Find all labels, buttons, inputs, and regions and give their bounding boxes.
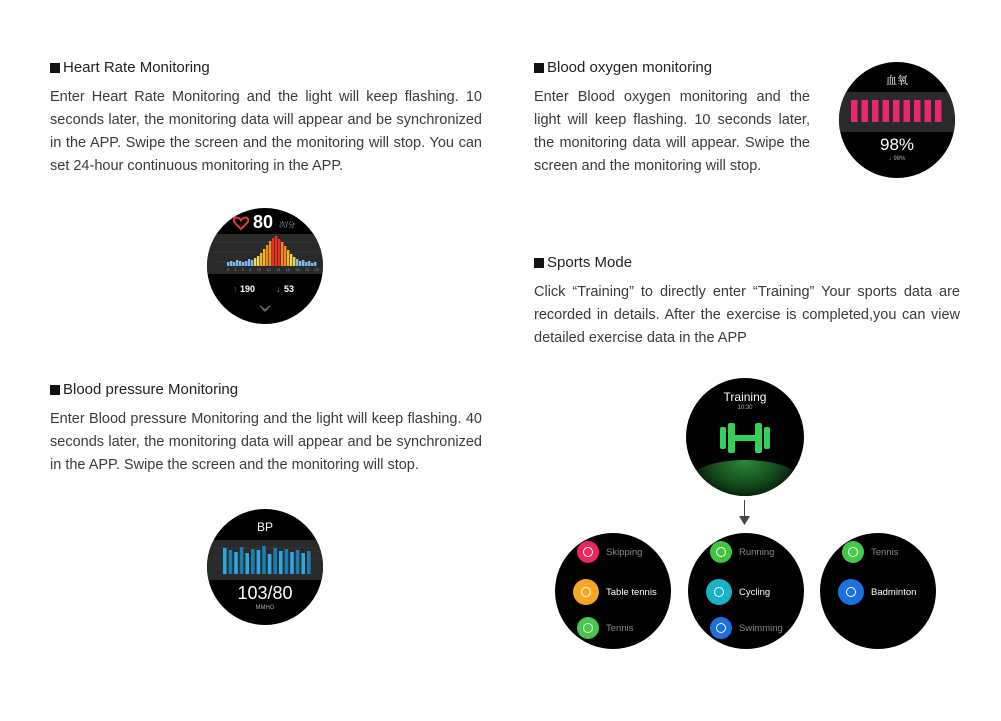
bullet-square-icon (534, 63, 544, 73)
sports-list-watch-1 (555, 533, 671, 649)
heart-rate-heading: Heart Rate Monitoring (50, 59, 482, 76)
heart-rate-watch (207, 208, 323, 324)
sport-list-3-item[interactable] (838, 579, 916, 605)
heart-rate-max: 190 (240, 284, 256, 294)
blood-pressure-heading: Blood pressure Monitoring (50, 381, 482, 398)
heart-rate-bar (284, 246, 286, 266)
heart-rate-bar (269, 241, 271, 266)
sport-list-2-item[interactable] (706, 579, 770, 605)
sport-list-2-item[interactable] (710, 541, 774, 563)
max-arrow-icon: ↑ (233, 284, 238, 294)
bp-bar (251, 549, 255, 574)
blood-pressure-paragraph: Enter Blood pressure Monitoring and the light will keep flashing. 40 seconds later, the monitoring data will appear and be synchronized in the APP. Swipe the screen and the monitoring will stop. (50, 411, 482, 473)
sports-list-watch-2 (688, 533, 804, 649)
heart-rate-bar (239, 261, 241, 266)
heart-rate-tick-label: 16 (285, 267, 291, 272)
bp-bar (234, 552, 238, 574)
bp-unit: MMHG (255, 605, 275, 611)
heart-rate-chart-panel (207, 234, 323, 274)
heart-rate-tick-label: 8 (249, 267, 252, 272)
bp-bar (290, 552, 294, 574)
heart-rate-tick-label: 2 (227, 267, 230, 272)
blood-oxygen-heading: Blood oxygen monitoring (534, 59, 810, 76)
heart-rate-tick-label: 6 (241, 267, 245, 272)
spo2-title: 血氧 (886, 75, 908, 87)
sport-list-1-label: Tennis (606, 622, 634, 634)
heart-rate-bar (242, 262, 244, 266)
bp-chart-panel (207, 540, 323, 580)
heart-rate-tick-label: 10 (256, 267, 262, 272)
heart-rate-tick-label: 4 (234, 267, 237, 272)
running-icon (710, 541, 732, 563)
training-time: 10:30 (737, 405, 753, 411)
training-watch (686, 378, 804, 496)
sport-list-2-label: Running (739, 546, 775, 558)
swimming-icon (710, 617, 732, 639)
sport-list-2-label: Cycling (739, 586, 771, 598)
bp-bar (229, 550, 233, 574)
bp-bar (296, 550, 300, 574)
bp-bar (262, 546, 266, 574)
spo2-bar (925, 100, 932, 122)
heart-rate-bar (233, 262, 235, 266)
sport-list-3-item[interactable] (842, 541, 898, 563)
spo2-bar (893, 100, 900, 122)
heart-rate-tick-label: 20 (304, 267, 310, 272)
sport-list-1-item[interactable] (573, 579, 657, 605)
sport-list-2-item[interactable] (710, 617, 783, 639)
heart-rate-bar (278, 239, 280, 266)
spo2-bar (851, 100, 858, 122)
spo2-chart (839, 92, 955, 132)
bp-bar (285, 549, 289, 574)
bp-chart (207, 540, 323, 580)
bullet-square-icon (50, 63, 60, 73)
spo2-bar (914, 100, 921, 122)
min-arrow-icon: ↓ (276, 284, 281, 294)
bp-bar (273, 548, 277, 574)
sport-list-2-label: Swimming (739, 622, 783, 634)
heart-rate-bar (254, 258, 256, 266)
heart-rate-bar (230, 261, 232, 266)
sport-list-1-item[interactable] (577, 541, 642, 563)
sports-heading: Sports Mode (534, 254, 960, 271)
heart-rate-bar (290, 254, 292, 266)
bp-value: 103/80 (237, 583, 293, 603)
chevron-down-icon[interactable] (259, 305, 271, 313)
badminton-icon (838, 579, 864, 605)
bp-bar (257, 550, 261, 574)
dumbbell-icon[interactable] (718, 421, 772, 455)
sports-section (534, 254, 960, 350)
table-tennis-icon (573, 579, 599, 605)
bullet-square-icon (534, 258, 544, 268)
heart-rate-bar (314, 262, 316, 266)
tennis-icon (577, 617, 599, 639)
heart-rate-bar (302, 260, 304, 266)
bp-bar (268, 554, 272, 574)
sport-list-1-label: Table tennis (606, 586, 657, 598)
heart-rate-value: 80 (253, 212, 274, 232)
heart-rate-min: 53 (284, 284, 295, 294)
sport-list-1-label: Skipping (606, 546, 643, 558)
heart-rate-bar (296, 259, 298, 266)
heart-rate-bar (272, 238, 274, 266)
bp-title: BP (256, 520, 273, 534)
heart-rate-tick-label: 12 (266, 267, 271, 272)
cycling-icon (706, 579, 732, 605)
heart-rate-bar (260, 253, 262, 266)
blood-oxygen-watch (839, 62, 955, 178)
bp-bar (240, 547, 244, 574)
heart-rate-bar (293, 257, 295, 266)
tennis-icon (842, 541, 864, 563)
heart-rate-tick-label: 18 (295, 267, 300, 272)
heart-rate-bar (251, 260, 253, 266)
bp-bar (223, 548, 227, 574)
heart-rate-bar (308, 261, 310, 266)
spo2-bar (862, 100, 869, 122)
blood-oxygen-section (534, 59, 810, 178)
bullet-square-icon (50, 385, 60, 395)
blood-pressure-watch (207, 509, 323, 625)
blood-oxygen-paragraph: Enter Blood oxygen monitoring and the light will keep flashing. 10 seconds later, the monitoring data will appear. Swipe the screen and the monitoring will stop. (534, 89, 810, 174)
sport-list-1-item[interactable] (577, 617, 633, 639)
sports-list-watch-3 (820, 533, 936, 649)
heart-rate-bar (287, 250, 289, 266)
blood-pressure-section (50, 381, 482, 477)
spo2-bar (935, 100, 942, 122)
skipping-icon (577, 541, 599, 563)
spo2-value: 98% (879, 135, 915, 154)
heart-rate-paragraph: Enter Heart Rate Monitoring and the light will keep flashing. 10 seconds later, the monitoring data will appear and be synchronized in the APP. Swipe the screen and the monitoring will stop. You can set 24-hour continuous monitoring in the APP. (50, 89, 482, 174)
ground-glow (690, 460, 800, 496)
bp-bar (307, 551, 311, 574)
heart-rate-bar (245, 261, 247, 266)
heart-rate-tick-label: 14 (275, 267, 281, 272)
heart-rate-bar (236, 260, 238, 266)
sports-paragraph: Click “Training” to directly enter “Training” Your sports data are recorded in details. After the exercise is completed,you can view detailed exercise data in the APP (534, 284, 960, 346)
heart-rate-bar (299, 261, 301, 266)
heart-rate-bar (227, 262, 229, 266)
spo2-bar (872, 100, 879, 122)
spo2-bar (883, 100, 890, 122)
heart-rate-bar (257, 256, 259, 266)
heart-icon (233, 216, 249, 230)
heart-rate-bar (311, 263, 313, 266)
heart-rate-bar (266, 245, 268, 266)
heart-rate-axis-ticks (227, 267, 319, 272)
spo2-chart-panel (839, 92, 955, 132)
heart-rate-bar (305, 262, 307, 266)
heart-rate-unit: 次/分 (279, 222, 295, 229)
heart-rate-tick-label: 22 (314, 267, 319, 272)
heart-rate-bar (281, 242, 283, 266)
bp-bar (301, 553, 305, 574)
training-title: Training (723, 390, 767, 404)
heart-rate-bar (263, 249, 265, 266)
arrow-down-icon (739, 516, 750, 525)
bp-bar (245, 553, 249, 574)
sport-list-3-label: Tennis (871, 546, 899, 558)
spo2-bar (904, 100, 911, 122)
bp-bar (279, 551, 283, 574)
spo2-sub: ↓ 98% (888, 156, 906, 162)
heart-rate-section (50, 59, 482, 178)
heart-rate-bar (248, 259, 250, 266)
sport-list-3-label: Badminton (871, 586, 917, 598)
heart-rate-bar (275, 236, 277, 266)
